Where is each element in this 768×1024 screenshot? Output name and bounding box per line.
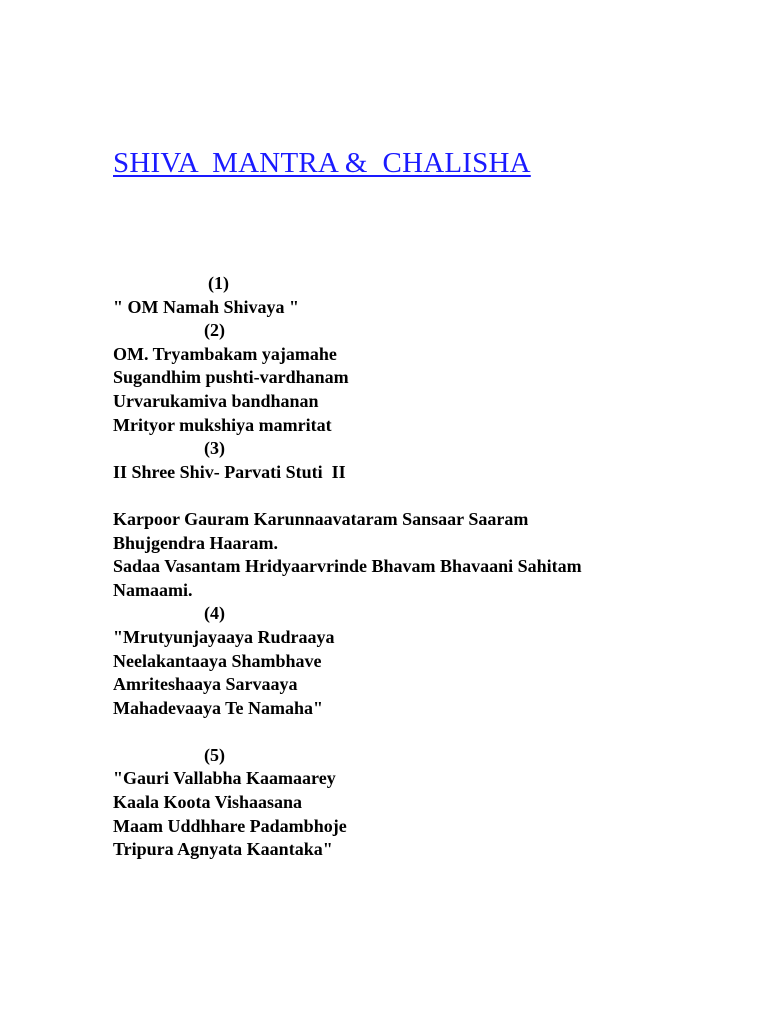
- mantra-line: Mrityor mukshiya mamritat: [113, 414, 332, 435]
- mantra-line: Kaala Koota Vishaasana: [113, 792, 303, 813]
- mantra-line: Amriteshaaya Sarvaaya: [113, 674, 298, 695]
- mantra-line: Maam Uddhhare Padambhoje: [113, 815, 347, 836]
- page-title: SHIVA MANTRA & CHALISHA: [113, 147, 531, 179]
- mantra-line: Urvarukamiva bandhanan: [113, 390, 319, 411]
- mantra-line: Sadaa Vasantam Hridyaarvrinde Bhavam Bhavaani Sahitam: [113, 556, 582, 577]
- mantra-line: Mahadevaaya Te Namaha": [113, 697, 324, 718]
- mantra-line: Karpoor Gauram Karunnaavataram Sansaar Saaram: [113, 508, 529, 529]
- mantra-line: Namaami.: [113, 579, 193, 600]
- mantra-body: [113, 272, 753, 862]
- section-number-4: (4): [204, 603, 225, 624]
- blank-line: [113, 484, 753, 508]
- mantra-line: "Gauri Vallabha Kaamaarey: [113, 768, 336, 789]
- mantra-line: Neelakantaaya Shambhave: [113, 650, 322, 671]
- mantra-line: "Mrutyunjayaaya Rudraaya: [113, 626, 335, 647]
- mantra-line: Bhujgendra Haaram.: [113, 532, 279, 553]
- section-number-2: (2): [204, 320, 225, 341]
- section-number-3: (3): [204, 438, 225, 459]
- mantra-line: Sugandhim pushti-vardhanam: [113, 367, 349, 388]
- section-number-1: (1): [208, 273, 229, 293]
- mantra-line: OM. Tryambakam yajamahe: [113, 343, 337, 364]
- mantra-line: " OM Namah Shivaya ": [113, 296, 300, 317]
- section-number-5: (5): [204, 744, 225, 765]
- blank-line: [113, 720, 753, 744]
- stuti-heading: II Shree Shiv- Parvati Stuti II: [113, 461, 346, 482]
- mantra-line: Tripura Agnyata Kaantaka": [113, 839, 333, 860]
